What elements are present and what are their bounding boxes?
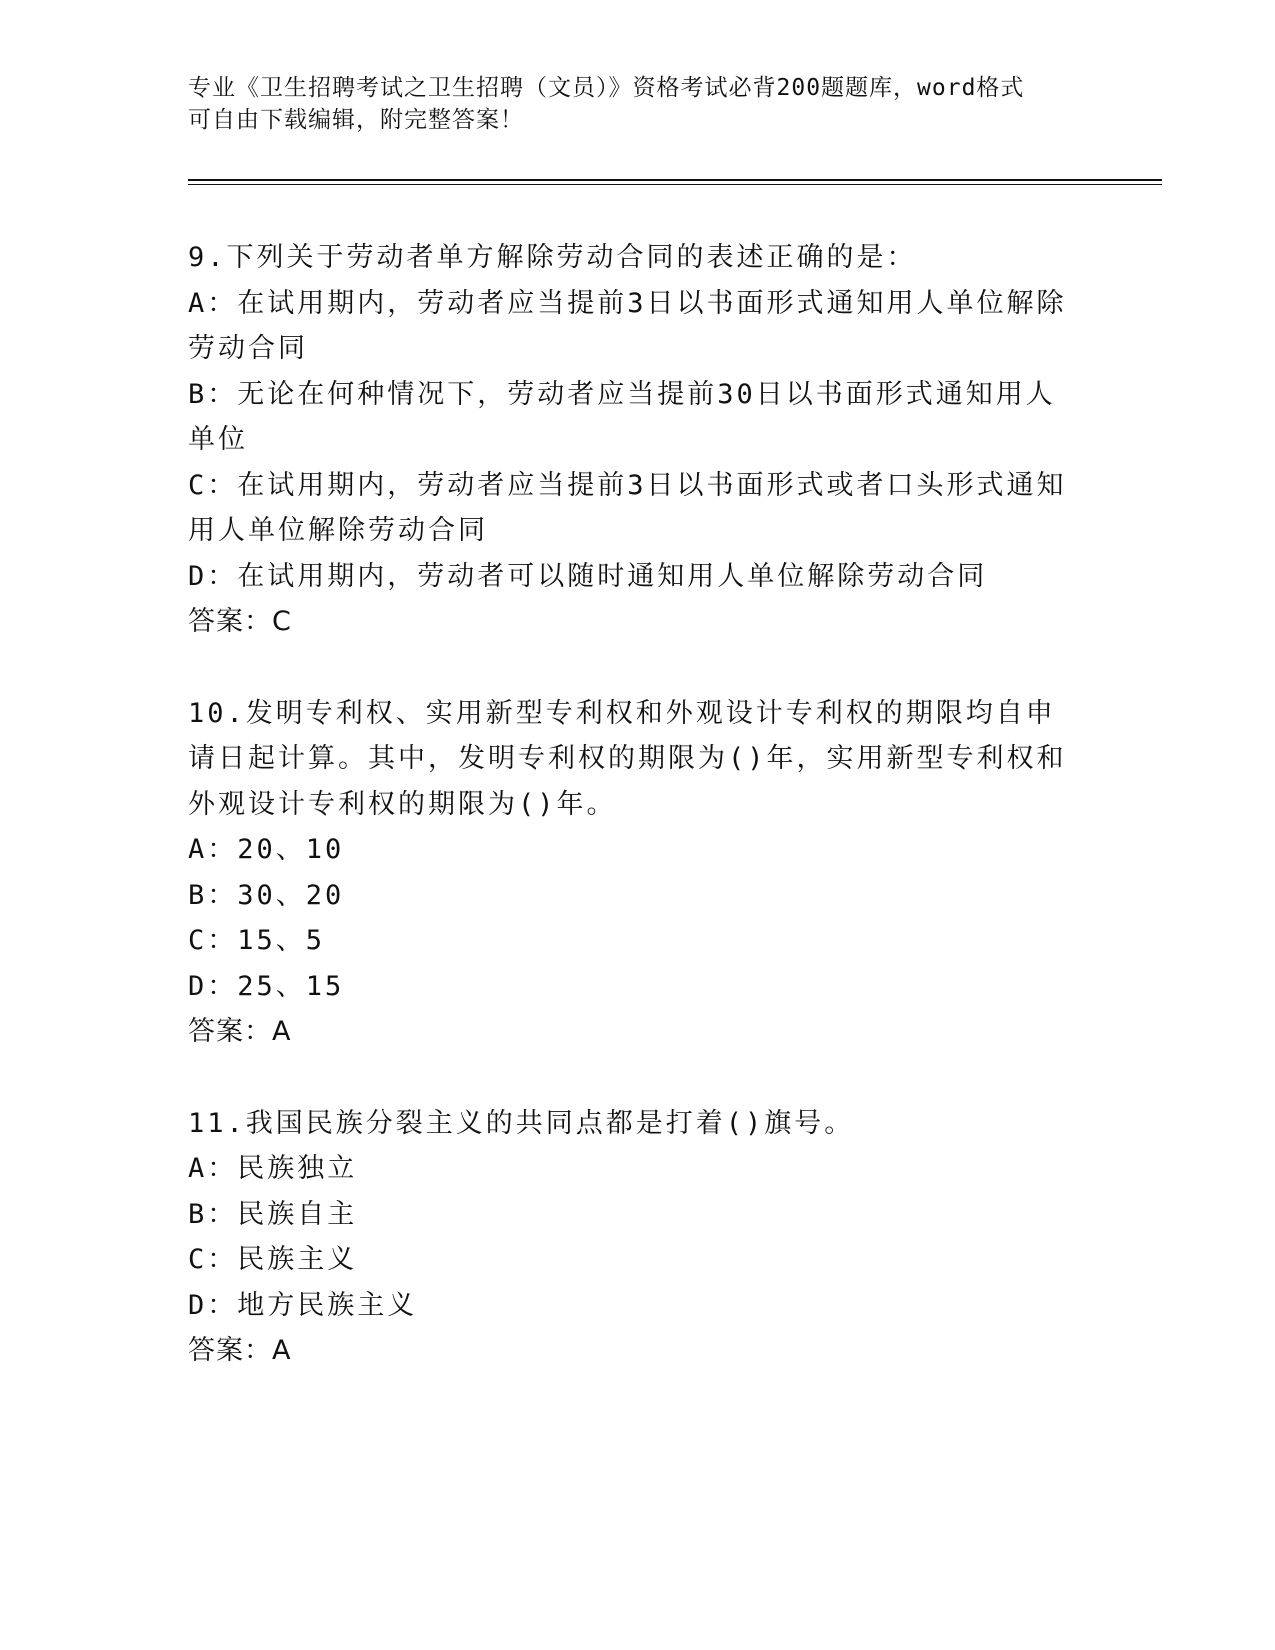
document-header [188, 72, 1068, 136]
header-line-2: 可自由下载编辑，附完整答案！ [188, 107, 524, 133]
option-c: C：民族主义 [188, 1244, 358, 1275]
answer: 答案：A [188, 1016, 292, 1047]
answer: 答案：A [188, 1335, 292, 1366]
option-d: D：25、15 [188, 970, 345, 1002]
header-divider-top [188, 179, 1162, 181]
question-10 [188, 691, 1078, 1055]
question-stem: 10.发明专利权、实用新型专利权和外观设计专利权的期限均自申请日起计算。其中，发明专利权的期限为()年，实用新型专利权和外观设计专利权的期限为()年。 [188, 697, 1067, 820]
header-line-1: 专业《卫生招聘考试之卫生招聘（文员）》资格考试必背200题题库，word格式 [188, 75, 1025, 101]
option-d: D：在试用期内，劳动者可以随时通知用人单位解除劳动合同 [188, 560, 988, 592]
question-11 [188, 1101, 1078, 1374]
option-b: B：30、20 [188, 879, 345, 911]
option-c: C：在试用期内，劳动者应当提前3日以书面形式或者口头形式通知用人单位解除劳动合同 [188, 469, 1067, 546]
option-d: D：地方民族主义 [188, 1289, 418, 1321]
option-b: B：民族自主 [188, 1198, 358, 1230]
option-a: A：在试用期内，劳动者应当提前3日以书面形式通知用人单位解除劳动合同 [188, 287, 1067, 364]
question-stem: 9.下列关于劳动者单方解除劳动合同的表述正确的是： [188, 242, 917, 273]
option-a: A：20、10 [188, 834, 345, 865]
option-c: C：15、5 [188, 925, 326, 956]
answer: 答案：C [188, 606, 292, 637]
question-9 [188, 235, 1078, 645]
option-b: B：无论在何种情况下，劳动者应当提前30日以书面形式通知用人单位 [188, 378, 1056, 455]
option-a: A：民族独立 [188, 1153, 358, 1184]
header-divider-bottom [188, 184, 1162, 185]
question-list [188, 235, 1078, 1420]
question-stem: 11.我国民族分裂主义的共同点都是打着()旗号。 [188, 1107, 855, 1139]
